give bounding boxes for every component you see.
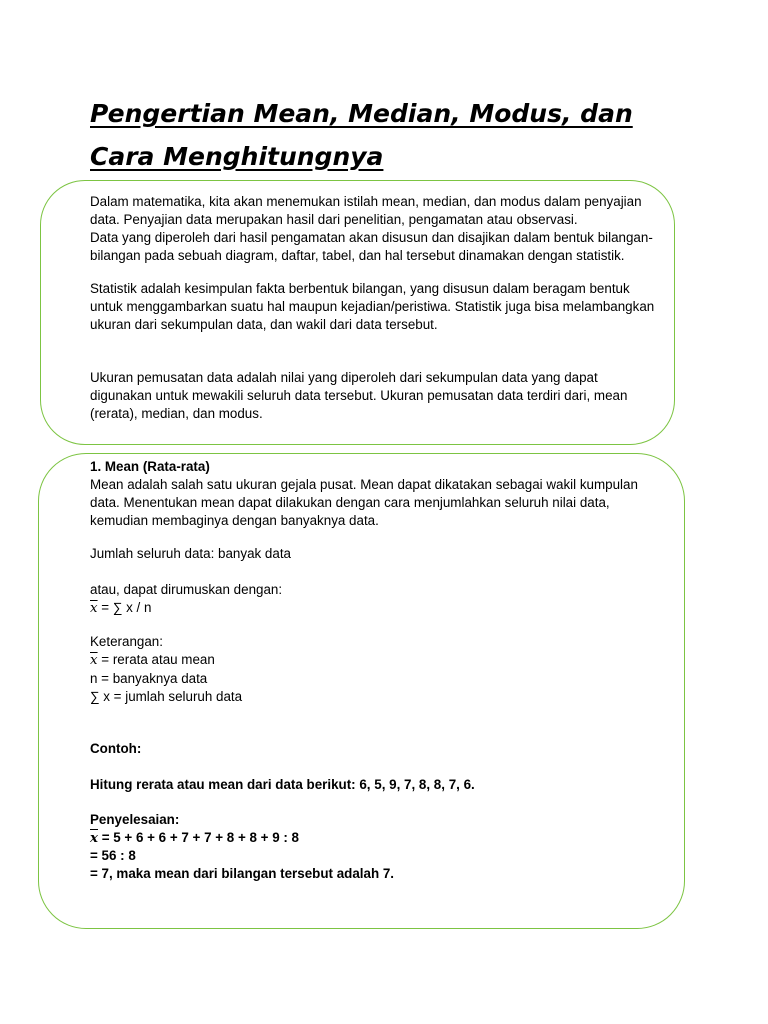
text-line: = 56 : 8: [90, 848, 136, 863]
text-line: Keterangan:: [90, 634, 163, 649]
text-line: atau, dapat dirumuskan dengan:: [90, 582, 283, 597]
example-question: [90, 776, 475, 794]
xbar-symbol: $\overline{x}$: [90, 653, 98, 668]
text-line: untuk menggambarkan suatu hal maupun kejadian/peristiwa. Statistik juga bisa melambangkan: [90, 299, 655, 314]
mean-ratio: [90, 545, 291, 563]
text-line: Hitung rerata atau mean dari data berikut: 6, 5, 9, 7, 8, 8, 7, 6.: [90, 777, 475, 792]
text-line: Mean adalah salah satu ukuran gejala pusat. Mean dapat dikatakan sebagai wakil kumpulan: [90, 477, 638, 492]
text-line: Contoh:: [90, 741, 142, 756]
mean-keterangan: [90, 633, 242, 706]
text-line: ∑ x = jumlah seluruh data: [90, 689, 243, 704]
text-line: bilangan pada sebuah diagram, daftar, tabel, dan hal tersebut dinamakan dengan statistik.: [90, 248, 625, 263]
text-line: data. Menentukan mean dapat dilakukan dengan cara menjumlahkan seluruh nilai data,: [90, 495, 610, 510]
text-line: $\overline{x}$ = rerata atau mean: [90, 652, 215, 668]
intro-paragraph-1: [90, 193, 653, 265]
text-line: digunakan untuk mewakili seluruh data tersebut. Ukuran pemusatan data terdiri dari, mean: [90, 388, 628, 403]
text-line: $\overline{x} = 5 + 6 + 6 + 7 + 7 + 8 + 8 + 9$ : 8: [90, 830, 299, 846]
text-line: Dalam matematika, kita akan menemukan istilah mean, median, dan modus dalam penyajian: [90, 194, 642, 209]
mean-heading: 1. Mean (Rata-rata): [90, 459, 210, 474]
page-title: [90, 92, 690, 178]
text-line: Ukuran pemusatan data adalah nilai yang diperoleh dari sekumpulan data yang dapat: [90, 370, 598, 385]
text-line: Penyelesaian:: [90, 812, 180, 827]
xbar-symbol: $\overline{x}$: [90, 601, 98, 616]
formula-line: $\overline{x}$ = ∑ x / n: [90, 600, 152, 616]
text-line: Statistik adalah kesimpulan fakta berbentuk bilangan, yang disusun dalam beragam bentuk: [90, 281, 630, 296]
intro-paragraph-2: [90, 280, 654, 334]
text-line: = 7, maka mean dari bilangan tersebut adalah 7.: [90, 866, 395, 881]
text-line: Data yang diperoleh dari hasil pengamatan akan disusun dan disajikan dalam bentuk bilangan-: [90, 230, 653, 245]
title-line-1: Pengertian Mean, Median, Modus, dan: [90, 99, 633, 128]
text-line: data. Penyajian data merupakan hasil dari penelitian, pengamatan atau observasi.: [90, 212, 578, 227]
text-line: n = banyaknya data: [90, 671, 208, 686]
mean-formula: [90, 581, 282, 618]
text-line: (rerata), median, dan modus.: [90, 406, 263, 421]
title-line-2: Cara Menghitungnya: [90, 142, 384, 171]
text-line: kemudian membaginya dengan banyaknya data.: [90, 513, 379, 528]
intro-paragraph-3: [90, 369, 627, 423]
example-solution: [90, 811, 394, 883]
contoh-label: [90, 740, 141, 758]
xbar-symbol: $\overline{x}$: [90, 830, 98, 846]
text-line: ukuran dari sekumpulan data, dan wakil dari data tersebut.: [90, 317, 438, 332]
mean-section: [90, 458, 638, 530]
text-line: Jumlah seluruh data: banyak data: [90, 546, 291, 561]
